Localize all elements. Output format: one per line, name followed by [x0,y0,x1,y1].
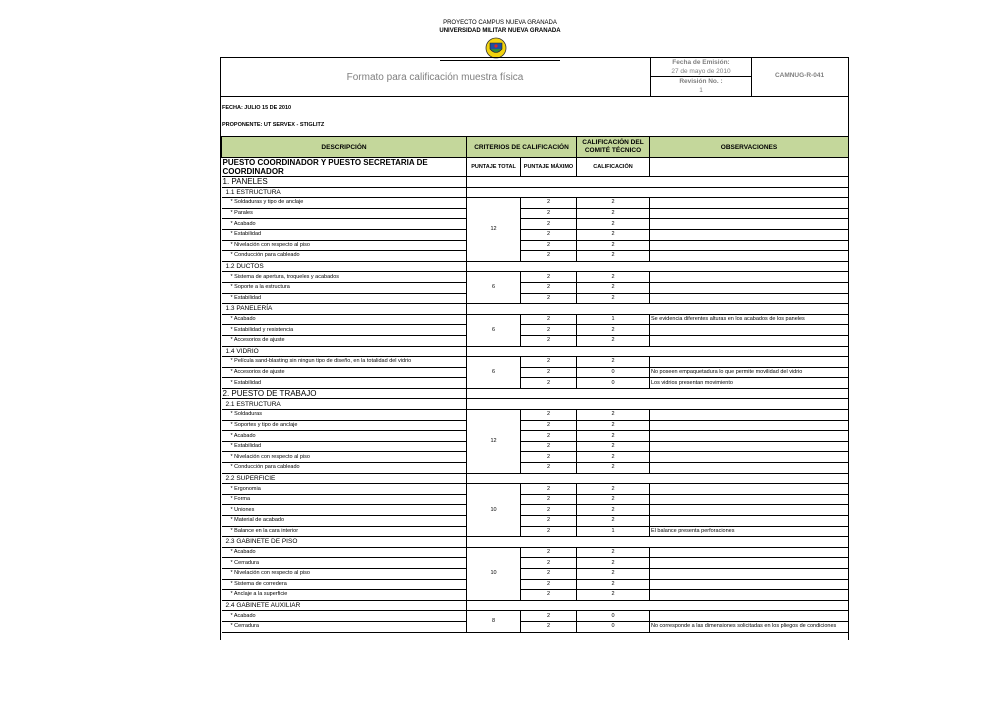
group-filler [467,600,849,611]
section-row [222,177,849,188]
col-puntaje-maximo: PUNTAJE MÁXIMO [521,158,577,177]
group-label: 2.3 GABINETE DE PISO [222,537,467,548]
section-row [222,388,849,399]
item-description: * Soldaduras [222,410,467,421]
calificacion-cell: 2 [577,452,650,463]
item-description: * Balance en la cara interior [222,526,467,537]
calificacion-cell: 2 [577,282,650,293]
calificacion-cell: 2 [577,590,650,601]
puntaje-total-cell: 6 [467,314,521,346]
table-row [222,431,849,442]
item-description: * Soporte a la estructura [222,282,467,293]
calificacion-cell: 2 [577,251,650,262]
table-row [222,420,849,431]
col-calificacion: CALIFICACIÓN [577,158,650,177]
calificacion-cell: 2 [577,484,650,495]
table-row [222,621,849,632]
calificacion-cell: 2 [577,505,650,516]
table-row [222,293,849,304]
item-description: * Acabado [222,547,467,558]
calificacion-cell: 2 [577,431,650,442]
group-filler [467,399,849,410]
calificacion-cell: 2 [577,293,650,304]
group-row [222,346,849,357]
group-row [222,261,849,272]
puntaje-maximo-cell: 2 [521,410,577,421]
table-row [222,335,849,346]
evaluation-table-body [222,137,849,633]
puntaje-maximo-cell: 2 [521,590,577,601]
evaluation-form [220,57,849,640]
item-description: * Parales [222,208,467,219]
observacion-cell: No corresponde a las dimensiones solicitadas en los pliegos de condiciones [650,621,849,632]
group-row [222,537,849,548]
calificacion-cell: 2 [577,420,650,431]
puntaje-maximo-cell: 2 [521,272,577,283]
item-description: * Material de acabado [222,516,467,527]
calificacion-cell: 2 [577,240,650,251]
observacion-cell [650,505,849,516]
item-description: * Estabilidad [222,441,467,452]
table-row [222,325,849,336]
observacion-cell [650,420,849,431]
observacion-cell [650,452,849,463]
puntaje-maximo-cell: 2 [521,357,577,368]
puntaje-maximo-cell: 2 [521,568,577,579]
group-label: 1.3 PANELERÍA [222,304,467,315]
group-row [222,600,849,611]
group-filler [467,177,849,188]
table-subheader-row [222,158,849,177]
table-row [222,367,849,378]
table-row [222,410,849,421]
table-row [222,452,849,463]
observacion-cell [650,240,849,251]
group-row [222,473,849,484]
puntaje-total-cell: 10 [467,547,521,600]
group-label: 1.4 VIDRIO [222,346,467,357]
calificacion-cell: 2 [577,208,650,219]
item-description: * Forma [222,494,467,505]
puntaje-maximo-cell: 2 [521,325,577,336]
table-row [222,208,849,219]
table-row [222,611,849,622]
observacion-cell [650,558,849,569]
group-row [222,304,849,315]
item-description: * Nivelación con respecto al piso [222,568,467,579]
observacion-cell [650,611,849,622]
obs-header-blank [650,158,849,177]
puntaje-maximo-cell: 2 [521,441,577,452]
item-description: * Conducción para cableado [222,251,467,262]
observacion-cell [650,494,849,505]
calificacion-cell: 2 [577,272,650,283]
group-filler [467,537,849,548]
group-label: 2.2 SUPERFICIE [222,473,467,484]
puntaje-maximo-cell: 2 [521,314,577,325]
puntaje-maximo-cell: 2 [521,494,577,505]
puntaje-maximo-cell: 2 [521,452,577,463]
puntaje-total-cell: 6 [467,272,521,304]
table-row [222,579,849,590]
calificacion-cell: 2 [577,357,650,368]
form-title: Formato para calificación muestra física [346,72,524,83]
item-description: * Acabado [222,314,467,325]
table-header-row [222,137,849,158]
puntaje-maximo-cell: 2 [521,208,577,219]
group-filler [467,304,849,315]
emission-date: 27 de mayo de 2010 [651,67,751,77]
observacion-cell [650,208,849,219]
table-row [222,494,849,505]
calificacion-cell: 2 [577,463,650,474]
observacion-cell [650,325,849,336]
calificacion-cell: 2 [577,229,650,240]
table-row [222,463,849,474]
col-calificacion-comite: CALIFICACIÓN DEL COMITÉ TÉCNICO [577,137,650,158]
group-label: 2.4 GABINETE AUXILIAR [222,600,467,611]
item-description: * Conducción para cableado [222,463,467,474]
table-row [222,251,849,262]
table-row [222,568,849,579]
calificacion-cell: 1 [577,526,650,537]
puntaje-total-cell: 10 [467,484,521,537]
calificacion-cell: 2 [577,335,650,346]
item-description: * Soportes y tipo de anclaje [222,420,467,431]
calificacion-cell: 2 [577,516,650,527]
group-label: 1.1 ESTRUCTURA [222,187,467,198]
puntaje-maximo-cell: 2 [521,198,577,209]
table-row [222,314,849,325]
calificacion-cell: 0 [577,367,650,378]
puntaje-maximo-cell: 2 [521,251,577,262]
item-description: * Estabilidad [222,229,467,240]
group-filler [467,473,849,484]
col-observaciones: OBSERVACIONES [650,137,849,158]
group-filler [467,388,849,399]
section-label: 1. PANELES [222,177,467,188]
calificacion-cell: 2 [577,219,650,230]
item-description: * Nivelación con respecto al piso [222,240,467,251]
group-filler [467,187,849,198]
item-description: * Acabado [222,219,467,230]
puntaje-maximo-cell: 2 [521,611,577,622]
item-description: * Acabado [222,431,467,442]
observacion-cell [650,547,849,558]
group-label: 1.2 DUCTOS [222,261,467,272]
observacion-cell [650,272,849,283]
puntaje-maximo-cell: 2 [521,463,577,474]
puntaje-maximo-cell: 2 [521,526,577,537]
group-filler [467,261,849,272]
section-label: 2. PUESTO DE TRABAJO [222,388,467,399]
item-description: * Sistema de corredera [222,579,467,590]
puntaje-maximo-cell: 2 [521,282,577,293]
puntaje-maximo-cell: 2 [521,240,577,251]
document-info [650,58,752,96]
puntaje-maximo-cell: 2 [521,335,577,346]
item-description: * Acabado [222,611,467,622]
table-row [222,547,849,558]
observacion-cell: No poseen empaquetadura lo que permite movilidad del vidrio [650,367,849,378]
item-description: * Estabilidad [222,378,467,389]
item-description: * Cerradura [222,558,467,569]
university-name: UNIVERSIDAD MILITAR NUEVA GRANADA [439,28,561,34]
item-description: * Accesorios de ajuste [222,367,467,378]
puntaje-maximo-cell: 2 [521,420,577,431]
observacion-cell [650,590,849,601]
observacion-cell [650,293,849,304]
calificacion-cell: 2 [577,441,650,452]
table-row [222,219,849,230]
puntaje-total-cell: 8 [467,611,521,632]
observacion-cell [650,410,849,421]
puntaje-maximo-cell: 2 [521,367,577,378]
item-description: * Nivelación con respecto al piso [222,452,467,463]
observacion-cell [650,251,849,262]
date-line: FECHA: JULIO 15 DE 2010 [222,105,292,111]
revision-number: 1 [699,87,703,94]
col-puntaje-total: PUNTAJE TOTAL [467,158,521,177]
puntaje-maximo-cell: 2 [521,558,577,569]
observacion-cell [650,516,849,527]
item-description: * Película sand-blasting sin ningun tipo de diseño, en la totalidad del vidrio [222,357,467,368]
observacion-cell: El balance presenta perforaciones [650,526,849,537]
observacion-cell [650,441,849,452]
observacion-cell [650,431,849,442]
item-description: * Estabilidad [222,293,467,304]
document-code: CAMNUG-R-041 [774,72,825,79]
puntaje-total-cell: 12 [467,198,521,262]
item-description: * Uniones [222,505,467,516]
col-criterios: CRITERIOS DE CALIFICACIÓN [467,137,577,158]
table-row [222,357,849,368]
calificacion-cell: 0 [577,621,650,632]
university-seal-logo [484,37,508,59]
table-row [222,558,849,569]
puntaje-maximo-cell: 2 [521,579,577,590]
observacion-cell [650,579,849,590]
title-block [221,58,848,97]
revision-label: Revisión No. : [679,78,723,85]
item-description: * Sistema de apertura, troqueles y acabados [222,272,467,283]
observacion-cell: Los vidrios presentan movimiento [650,378,849,389]
proponent-line: PROPONENTE: UT SERVEX - STIGLITZ [222,122,325,128]
puntaje-maximo-cell: 2 [521,219,577,230]
calificacion-cell: 2 [577,579,650,590]
observacion-cell [650,335,849,346]
calificacion-cell: 0 [577,378,650,389]
calificacion-cell: 2 [577,325,650,336]
item-description: * Cerradura [222,621,467,632]
emission-label: Fecha de Emisión: [672,59,730,66]
group-row [222,187,849,198]
table-row [222,378,849,389]
calificacion-cell: 2 [577,410,650,421]
observacion-cell: Se evidencia diferentes alturas en los acabados de los paneles [650,314,849,325]
group-label: 2.1 ESTRUCTURA [222,399,467,410]
table-row [222,272,849,283]
calificacion-cell: 2 [577,547,650,558]
item-description: * Soldaduras y tipo de anclaje [222,198,467,209]
table-row [222,484,849,495]
table-row [222,282,849,293]
project-name: PROYECTO CAMPUS NUEVA GRANADA [443,20,557,26]
observacion-cell [650,463,849,474]
puntaje-maximo-cell: 2 [521,484,577,495]
table-row [222,229,849,240]
item-description: * Estabilidad y resistencia [222,325,467,336]
item-description: * Ergonomia [222,484,467,495]
observacion-cell [650,198,849,209]
calificacion-cell: 2 [577,568,650,579]
observacion-cell [650,357,849,368]
puntaje-total-cell: 12 [467,410,521,474]
puntaje-maximo-cell: 2 [521,229,577,240]
table-row [222,240,849,251]
col-descripcion: DESCRIPCIÓN [222,137,467,158]
table-row [222,526,849,537]
puntaje-total-cell: 6 [467,357,521,389]
table-row [222,505,849,516]
calificacion-cell: 2 [577,198,650,209]
group-row [222,399,849,410]
observacion-cell [650,568,849,579]
puntaje-maximo-cell: 2 [521,547,577,558]
puntaje-maximo-cell: 2 [521,431,577,442]
item-description: * Anclaje a la superficie [222,590,467,601]
observacion-cell [650,484,849,495]
table-row [222,590,849,601]
observacion-cell [650,219,849,230]
group-filler [467,346,849,357]
calificacion-cell: 0 [577,611,650,622]
calificacion-cell: 1 [577,314,650,325]
puntaje-maximo-cell: 2 [521,378,577,389]
puntaje-maximo-cell: 2 [521,505,577,516]
item-description: * Accesorios de ajuste [222,335,467,346]
table-row [222,198,849,209]
table-row [222,516,849,527]
table-row [222,441,849,452]
puntaje-maximo-cell: 2 [521,293,577,304]
evaluation-table [221,136,849,633]
puntaje-maximo-cell: 2 [521,621,577,632]
section-title: PUESTO COORDINADOR Y PUESTO SECRETARIA DE COORDINADOR [222,158,467,177]
observacion-cell [650,282,849,293]
calificacion-cell: 2 [577,494,650,505]
calificacion-cell: 2 [577,558,650,569]
puntaje-maximo-cell: 2 [521,516,577,527]
observacion-cell [650,229,849,240]
